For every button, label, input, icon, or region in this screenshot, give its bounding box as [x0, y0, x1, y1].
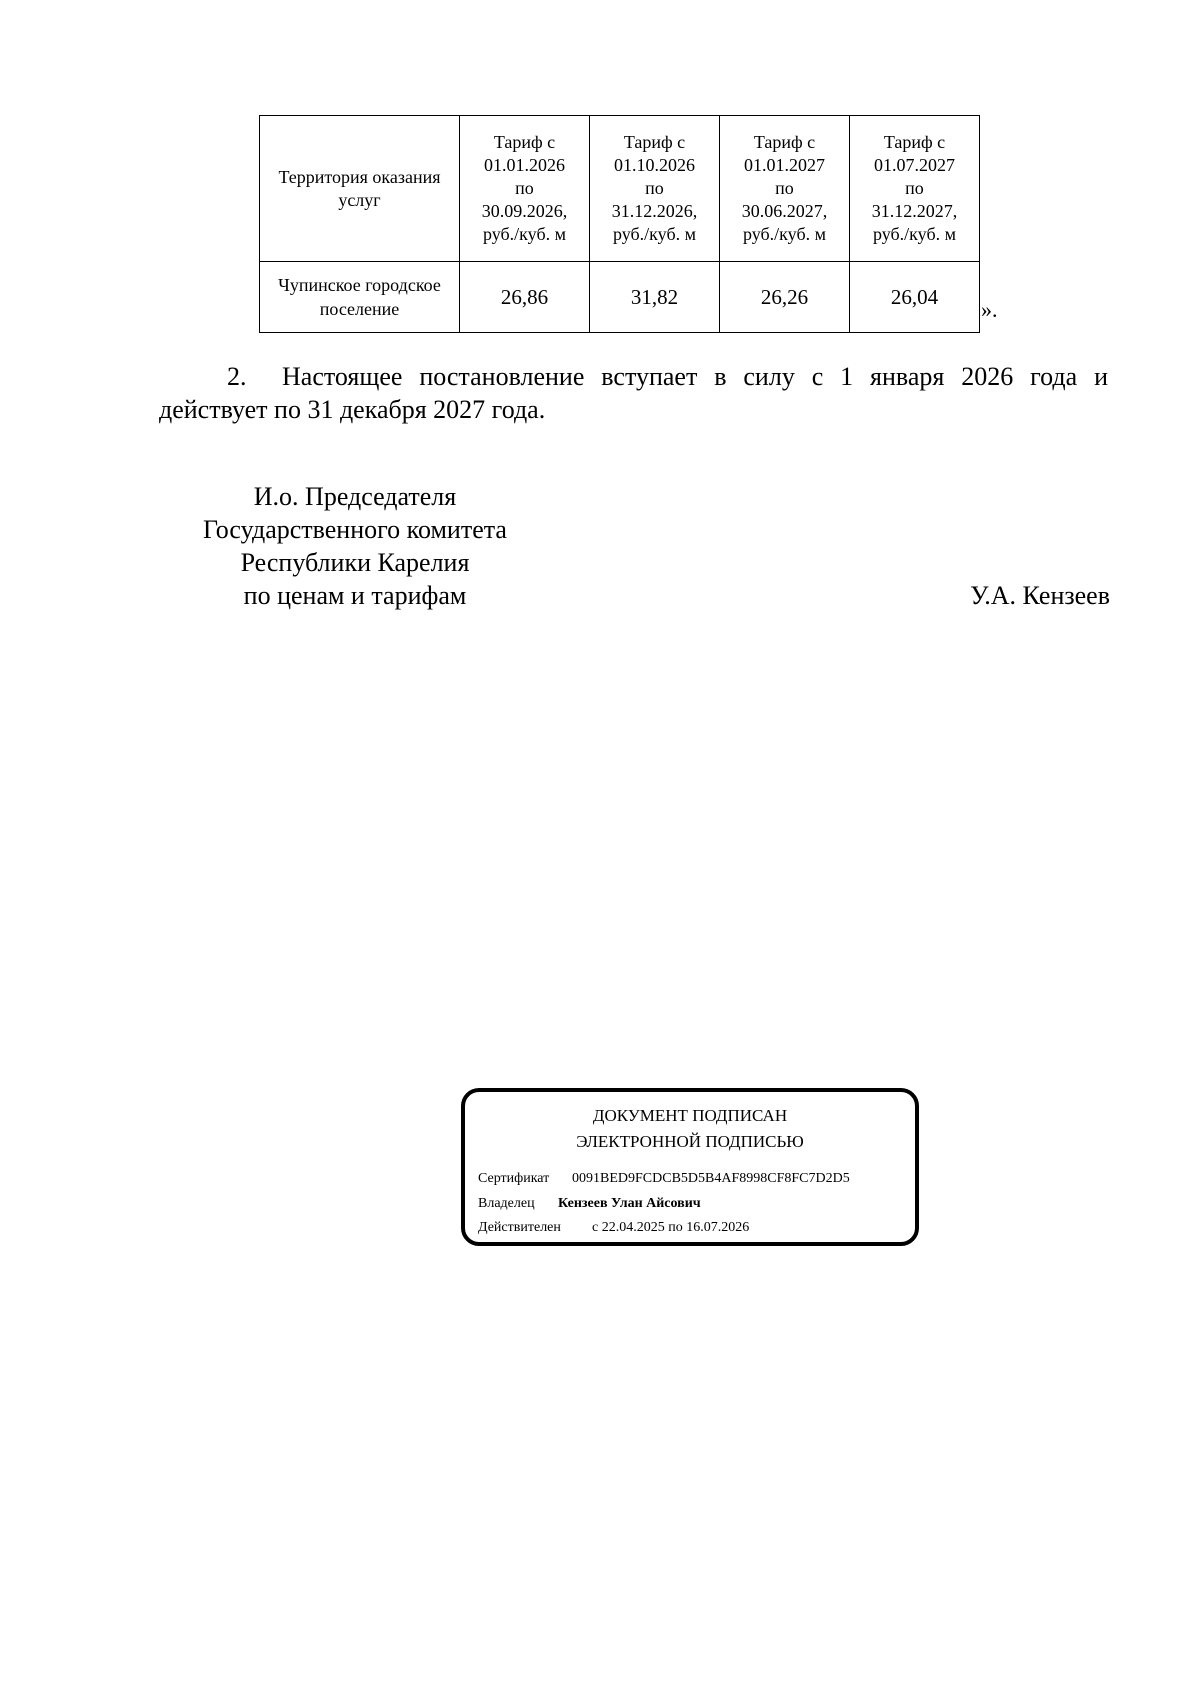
- owner-label: Владелец: [478, 1196, 535, 1211]
- table-row: [260, 262, 980, 333]
- header-line: руб./куб. м: [483, 224, 566, 244]
- cell-tariff-3: 26,26: [720, 262, 850, 333]
- position-line: по ценам и тарифам: [243, 581, 467, 610]
- header-line: 01.01.2026: [484, 155, 565, 175]
- certificate-label: Сертификат: [478, 1171, 550, 1186]
- cell-tariff-1: 26,86: [460, 262, 590, 333]
- stamp-title-line: ЭЛЕКТРОННОЙ ПОДПИСЬЮ: [576, 1132, 804, 1151]
- header-line: по: [645, 178, 664, 198]
- header-line: Тариф с: [883, 132, 946, 152]
- signer-name: У.А. Кензеев: [970, 581, 1110, 610]
- header-line: руб./куб. м: [613, 224, 696, 244]
- header-line: 01.01.2027: [744, 155, 825, 175]
- header-territory: Территория оказания услуг: [260, 116, 460, 262]
- valid-label: Действителен: [478, 1220, 561, 1235]
- header-line: 31.12.2027,: [871, 201, 958, 221]
- closing-quote: ».: [981, 297, 998, 322]
- stamp-title: [465, 1103, 915, 1155]
- header-line: 31.12.2026,: [611, 201, 698, 221]
- stamp-owner-row: [478, 1195, 701, 1213]
- tariff-table: [259, 115, 980, 333]
- header-line: 01.07.2027: [874, 155, 955, 175]
- header-line: 01.10.2026: [614, 155, 695, 175]
- stamp-certificate-row: [478, 1170, 850, 1188]
- header-line: 30.09.2026,: [481, 201, 568, 221]
- header-line: руб./куб. м: [743, 224, 826, 244]
- header-line: Тариф с: [493, 132, 556, 152]
- header-line: 30.06.2027,: [741, 201, 828, 221]
- header-tariff-3: [720, 116, 850, 262]
- header-line: по: [515, 178, 534, 198]
- paragraph-number: 2.: [227, 362, 247, 391]
- certificate-value: 0091BED9FCDCB5D5B4AF8998CF8FC7D2D5: [572, 1171, 850, 1186]
- position-line: Государственного комитета: [203, 515, 507, 544]
- header-line: по: [775, 178, 794, 198]
- header-line: по: [905, 178, 924, 198]
- stamp-validity-row: [478, 1219, 749, 1237]
- table-header-row: [260, 116, 980, 262]
- header-line: руб./куб. м: [873, 224, 956, 244]
- valid-value: с 22.04.2025 по 16.07.2026: [592, 1220, 750, 1235]
- e-signature-stamp: [461, 1088, 919, 1246]
- header-tariff-1: [460, 116, 590, 262]
- header-line: Тариф с: [753, 132, 816, 152]
- paragraph-2: [159, 360, 1108, 426]
- cell-tariff-2: 31,82: [590, 262, 720, 333]
- stamp-title-line: ДОКУМЕНТ ПОДПИСАН: [592, 1106, 788, 1125]
- cell-tariff-4: 26,04: [850, 262, 980, 333]
- position-line: И.о. Председателя: [253, 482, 457, 511]
- header-tariff-4: [850, 116, 980, 262]
- header-tariff-2: [590, 116, 720, 262]
- signer-position: [170, 480, 540, 612]
- cell-territory: Чупинское городское поселение: [260, 262, 460, 333]
- paragraph-text: Настоящее постановление вступает в силу с 1 января 2026 года и действует по 31 декабря 2027 года.: [159, 362, 1108, 424]
- owner-value: Кензеев Улан Айсович: [558, 1196, 701, 1211]
- position-line: Республики Карелия: [240, 548, 470, 577]
- header-line: Тариф с: [623, 132, 686, 152]
